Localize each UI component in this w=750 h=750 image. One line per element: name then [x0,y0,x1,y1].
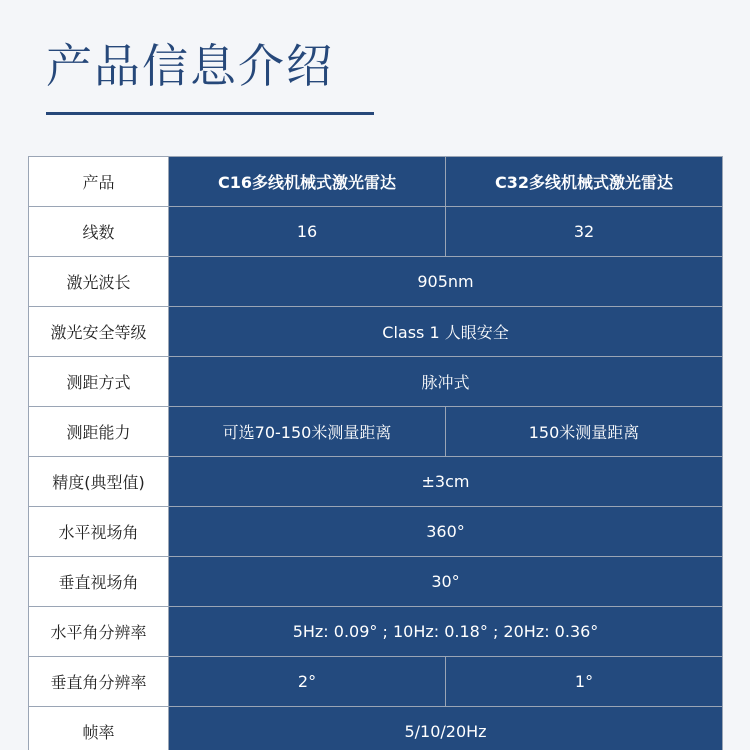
cell-c32: 32 [446,207,723,257]
row-label: 测距方式 [29,357,169,407]
row-label: 线数 [29,207,169,257]
row-label: 水平角分辨率 [29,607,169,657]
table-row [29,357,723,407]
cell-value: 5Hz: 0.09° ; 10Hz: 0.18° ; 20Hz: 0.36° [169,607,723,657]
cell-c32: 150米测量距离 [446,407,723,457]
row-label: 水平视场角 [29,507,169,557]
cell-value: 5/10/20Hz [169,707,723,750]
table-row [29,507,723,557]
cell-value: 360° [169,507,723,557]
cell-value: 905nm [169,257,723,307]
table-row [29,557,723,607]
table-row [29,657,723,707]
row-label: 激光波长 [29,257,169,307]
header-c16: C16多线机械式激光雷达 [169,157,446,207]
table-row [29,607,723,657]
spec-table [28,156,723,750]
cell-c32: 1° [446,657,723,707]
title-underline [46,112,374,115]
table-row [29,307,723,357]
cell-value: ±3cm [169,457,723,507]
table-row [29,207,723,257]
cell-c16: 2° [169,657,446,707]
row-label: 精度(典型值) [29,457,169,507]
table-row [29,457,723,507]
table-row [29,407,723,457]
table-header-row [29,157,723,207]
cell-value: Class 1 人眼安全 [169,307,723,357]
row-label: 垂直视场角 [29,557,169,607]
table-row [29,257,723,307]
cell-value: 脉冲式 [169,357,723,407]
row-label: 激光安全等级 [29,307,169,357]
header-label: 产品 [29,157,169,207]
page-title: 产品信息介绍 [46,39,334,93]
row-label: 垂直角分辨率 [29,657,169,707]
cell-value: 30° [169,557,723,607]
table-row [29,707,723,750]
row-label: 测距能力 [29,407,169,457]
header-c32: C32多线机械式激光雷达 [446,157,723,207]
cell-c16: 16 [169,207,446,257]
row-label: 帧率 [29,707,169,750]
cell-c16: 可选70-150米测量距离 [169,407,446,457]
